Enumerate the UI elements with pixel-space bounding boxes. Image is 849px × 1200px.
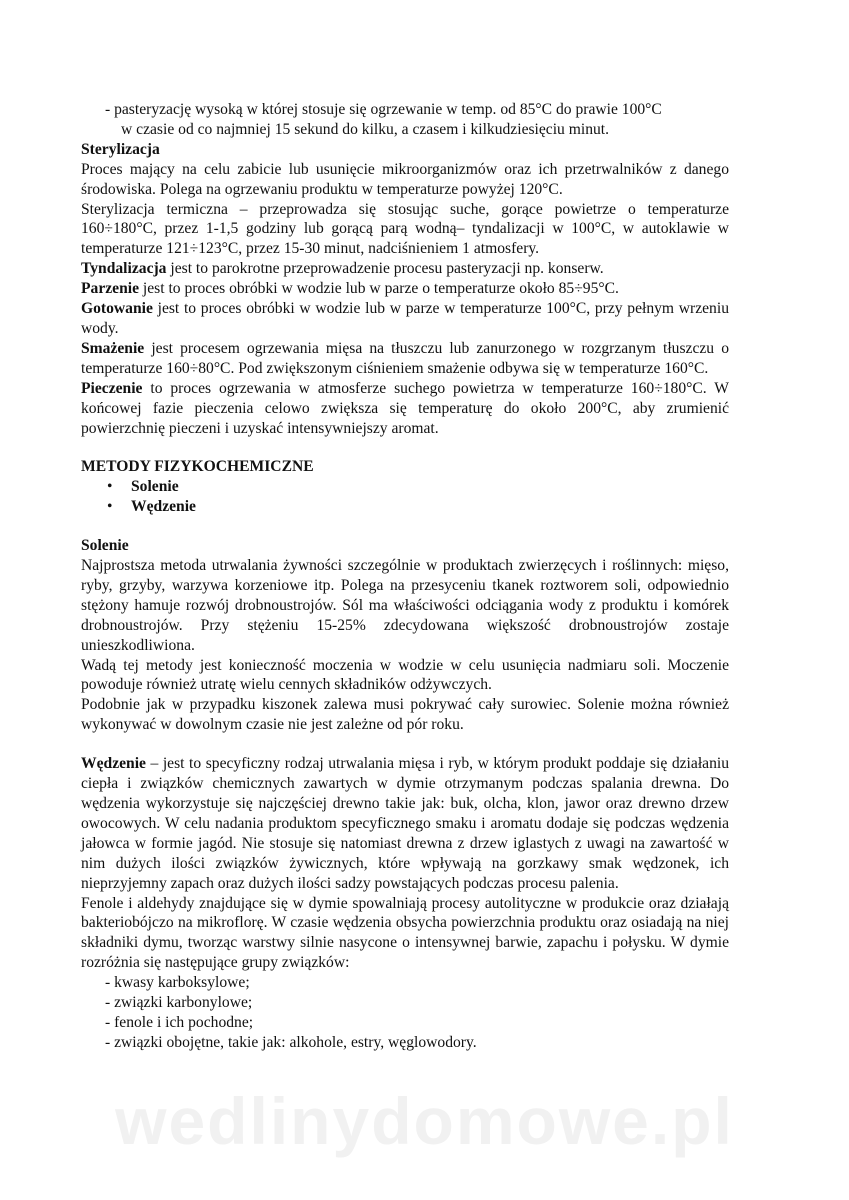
- term: Tyndalizacja: [81, 260, 167, 278]
- list-item: - związki karbonylowe;: [105, 994, 253, 1012]
- solenie-paragraph-3: Podobnie jak w przypadku kiszonek zalewa musi pokrywać cały surowiec. Solenie można również wykonywać w dowolnym czasie nie jest zależne od pór roku.: [81, 696, 729, 734]
- list-item: - fenole i ich pochodne;: [105, 1013, 254, 1031]
- heading-metody-fizykochemiczne: METODY FIZYKOCHEMICZNE: [81, 458, 314, 476]
- definition-text: to proces ogrzewania w atmosferze suchego powietrza w temperaturze 160÷180°C. W końcowej fazie pieczenia celowo zwiększa się temperaturę do około 200°C, aby zrumienić powierzchnię pieczeni i uzyskać intensywniejszy aromat.: [81, 379, 729, 437]
- definition-smazenie: [81, 339, 729, 379]
- heading-solenie: Solenie: [81, 537, 129, 555]
- watermark: wedlinydomowe.pl: [115, 1084, 734, 1158]
- solenie-paragraph-1: Najprostsza metoda utrwalania żywności szczególnie w produktach zwierzęcych i roślinnych: mięso, ryby, grzyby, warzywa korzeniowe itp. Polega na przesyceniu tkanek roztworem soli, odpowiednio stężony hamuje rozwój drobnoustrojów. Sól ma właściwości odciągania wody z produktu i komórek drobnoustrojów. Przy stężeniu 15-25% zdecydowana większość drobnoustrojów zostaje unieszkodliwiona.: [81, 557, 729, 654]
- term: Pieczenie: [81, 379, 143, 397]
- list-item: - kwasy karboksylowe;: [105, 974, 250, 992]
- wedzenie-paragraph-2: Fenole i aldehydy znajdujące się w dymie spowalniają procesy autolityczne w produkcie oraz działają bakteriobójczo na mikroflorę. W czasie wędzenia obsycha powierzchnia produktu oraz osiadają na niej składniki dymu, tworząc warstwy silnie nasycone o intensywnej barwie, zapachu i połysku. W dymie rozróżnia się następujące grupy związków:: [81, 894, 729, 972]
- list-item: - związki obojętne, takie jak: alkohole, estry, węglowodory.: [105, 1033, 477, 1051]
- term: Smażenie: [81, 339, 145, 357]
- definition-pieczenie: [81, 379, 729, 439]
- heading-sterylizacja: Sterylizacja: [81, 140, 160, 158]
- definition-parzenie: [81, 279, 729, 299]
- intro-line-2: w czasie od co najmniej 15 sekund do kilku, a czasem i kilkudziesięciu minut.: [121, 120, 610, 138]
- spacer: [81, 517, 729, 536]
- sterylizacja-paragraph-2: Sterylizacja termiczna – przeprowadza się stosując suche, gorące powietrze o temperaturze 160÷180°C, przez 1-1,5 godziny lub gorącą parą wodną– tyndalizacji w 100°C, w autoklawie w temperaturze 121÷123°C, przez 15-30 minut, nadciśnieniem 1 atmosfery.: [81, 200, 729, 258]
- sterylizacja-paragraph-1: Proces mający na celu zabicie lub usunięcie mikroorganizmów oraz ich przetrwalników z danego środowiska. Polega na ogrzewaniu produktu w temperaturze powyżej 120°C.: [81, 160, 729, 198]
- compound-groups-list: [81, 973, 729, 1053]
- term: Parzenie: [81, 280, 140, 298]
- list-item: • Wędzenie: [131, 497, 729, 517]
- solenie-paragraph-2: Wadą tej metody jest konieczność moczenia w wodzie w celu usunięcia nadmiaru soli. Moczenie powoduje również utratę wielu cennych składników odżywczych.: [81, 656, 729, 694]
- term: Wędzenie: [81, 755, 146, 773]
- document-page: [81, 100, 729, 1053]
- definition-text: jest to proces obróbki w wodzie lub w parze w temperaturze 100°C, przy pełnym wrzeniu wody.: [81, 300, 729, 337]
- term: Gotowanie: [81, 300, 153, 318]
- definition-text: – jest to specyficzny rodzaj utrwalania mięsa i ryb, w którym produkt poddaje się działaniu ciepła i związków chemicznych zawartych w dymie otrzymanym podczas spalania drewna. Do wędzenia wykorzystuje się najczęściej drewno takie jak: buk, olcha, klon, jawor oraz drewno drzew owocowych. W celu nadania produktom specyficznego smaku i aromatu dodaje się podczas wędzenia jałowca w formie jagód. Nie stosuje się natomiast drewna z drzew iglastych z uwagi na zawartość w nim dużych ilości związków żywicznych, które wpływają na gorzkawy smak wędzonek, ich nieprzyjemny zapach oraz dużych ilości sadzy powstających podczas procesu palenia.: [81, 755, 729, 892]
- spacer: [81, 438, 729, 457]
- list-item: • Solenie: [131, 477, 729, 497]
- definition-text: jest to parokrotne przeprowadzenie procesu pasteryzacji np. konserw.: [166, 260, 604, 278]
- methods-list: [81, 477, 729, 517]
- definition-tyndalizacja: [81, 259, 729, 279]
- definition-text: jest to proces obróbki w wodzie lub w parze o temperaturze około 85÷95°C.: [139, 280, 619, 298]
- definition-gotowanie: [81, 299, 729, 339]
- wedzenie-paragraph-1: [81, 754, 729, 893]
- definition-text: jest procesem ogrzewania mięsa na tłuszczu lub zanurzonego w rozgrzanym tłuszczu o temperaturze 160÷80°C. Pod zwiększonym ciśnieniem smażenie odbywa się w temperaturze 160°C.: [81, 339, 729, 377]
- intro-line-1: - pasteryzację wysoką w której stosuje się ogrzewanie w temp. od 85°C do prawie 100°C: [105, 101, 662, 118]
- spacer: [81, 735, 729, 754]
